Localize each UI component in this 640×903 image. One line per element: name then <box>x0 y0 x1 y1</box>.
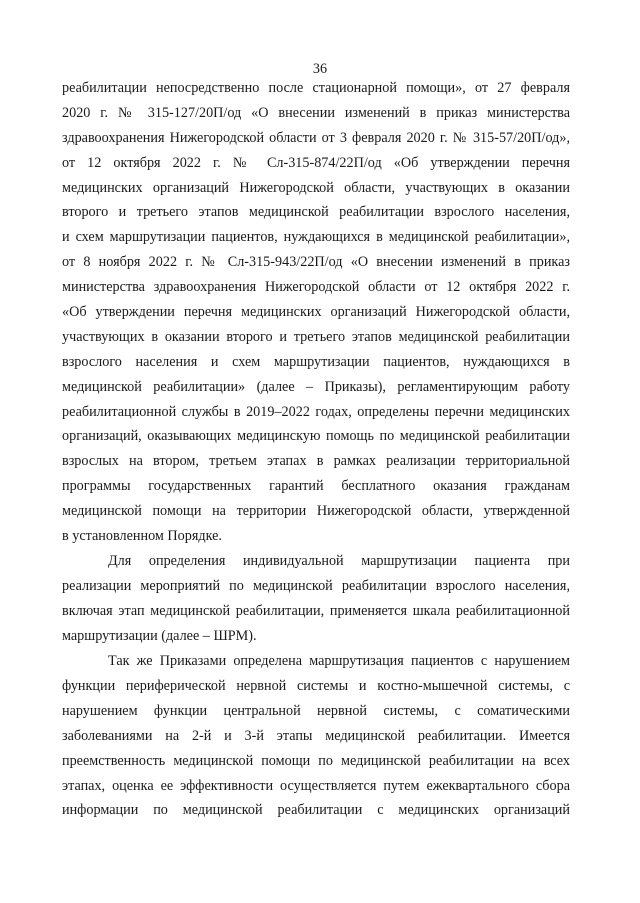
text-line: реализации мероприятий по медицинской реабилитации взрослого населения, <box>62 578 570 595</box>
text-line: второго и третьего этапов медицинской реабилитации взрослого населения, <box>62 204 570 221</box>
text-line: от 12 октября 2022 г. № Сл-315-874/22П/од «Об утверждении перечня <box>62 154 570 171</box>
text-line: маршрутизации (далее – ШРМ). <box>62 627 257 644</box>
text-line: 2020 г. № 315-127/20П/од «О внесении изменений в приказ министерства <box>62 104 570 121</box>
text-line: включая этап медицинской реабилитации, применяется шкала реабилитационной <box>62 603 570 619</box>
text-line: участвующих в оказании второго и третьего этапов медицинской реабилитации <box>62 328 570 345</box>
text-line: организаций, оказывающих медицинскую помощь по медицинской реабилитации <box>62 428 570 445</box>
document-body <box>62 76 570 823</box>
text-line: от 8 ноября 2022 г. № Сл-315-943/22П/од «О внесении изменений в приказ <box>62 254 570 271</box>
text-line: нарушением функции центральной нервной системы, с соматическими <box>62 702 570 719</box>
text-line: в установленном Порядке. <box>62 528 222 545</box>
text-line: министерства здравоохранения Нижегородской области от 12 октября 2022 г. <box>62 279 570 296</box>
text-line: программы государственных гарантий бесплатного оказания гражданам <box>62 478 570 495</box>
text-line: здравоохранения Нижегородской области от 3 февраля 2020 г. № 315-57/20П/од», <box>62 129 570 146</box>
text-line: реабилитационной службы в 2019–2022 годах, определены перечни медицинских <box>62 403 570 420</box>
paragraph-1 <box>62 76 570 549</box>
text-line: Для определения индивидуальной маршрутизации пациента при <box>108 553 570 570</box>
text-line: заболеваниями на 2-й и 3-й этапы медицинской реабилитации. Имеется <box>62 727 570 744</box>
text-line: этапах, оценка ее эффективности осуществляется путем ежеквартального сбора <box>62 777 570 794</box>
text-line: информации по медицинской реабилитации с медицинских организаций <box>62 802 570 819</box>
text-line: медицинских организаций Нижегородской области, участвующих в оказании <box>62 179 570 196</box>
text-line: взрослых на втором, третьем этапах в рамках реализации территориальной <box>62 453 570 470</box>
page-number: 36 <box>312 61 328 77</box>
text-line: взрослого населения и схем маршрутизации пациентов, нуждающихся в <box>62 353 570 370</box>
text-line: и схем маршрутизации пациентов, нуждающихся в медицинской реабилитации», <box>62 229 570 246</box>
text-line: реабилитации непосредственно после стационарной помощи», от 27 февраля <box>62 80 570 96</box>
text-line: медицинской помощи на территории Нижегородской области, утвержденной <box>62 503 570 520</box>
paragraph-3 <box>62 649 570 823</box>
text-line: преемственность медицинской помощи по медицинской реабилитации на всех <box>62 752 570 769</box>
text-line: Так же Приказами определена маршрутизация пациентов с нарушением <box>108 653 570 670</box>
text-line: «Об утверждении перечня медицинских организаций Нижегородской области, <box>62 304 570 321</box>
text-line: медицинской реабилитации» (далее – Приказы), регламентирующим работу <box>62 378 570 395</box>
text-line: функции периферической нервной системы и костно-мышечной системы, с <box>62 677 570 694</box>
paragraph-2 <box>62 549 570 649</box>
